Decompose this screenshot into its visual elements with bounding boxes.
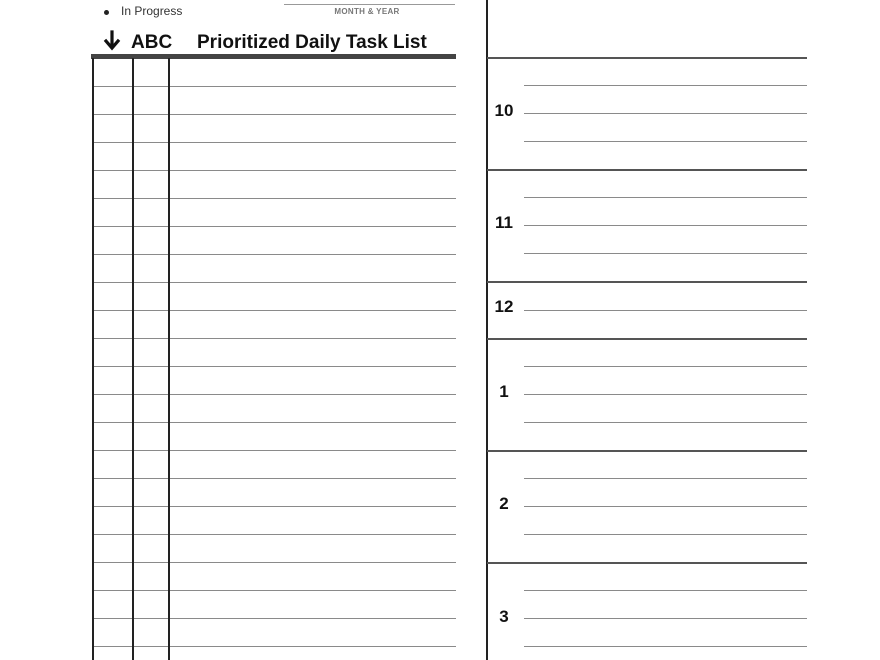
schedule-line[interactable]	[524, 422, 807, 423]
hour-separator	[487, 450, 807, 452]
task-row[interactable]	[93, 282, 456, 283]
task-row[interactable]	[93, 254, 456, 255]
task-row[interactable]	[93, 338, 456, 339]
hour-separator	[487, 562, 807, 564]
task-row[interactable]	[93, 646, 456, 647]
task-row[interactable]	[93, 618, 456, 619]
schedule-line[interactable]	[524, 590, 807, 591]
abc-column-border	[168, 58, 170, 660]
hour-separator	[487, 281, 807, 283]
hour-separator	[487, 169, 807, 171]
task-row[interactable]	[93, 478, 456, 479]
task-list-header-bar	[91, 54, 456, 59]
schedule-line[interactable]	[524, 225, 807, 226]
hour-label: 1	[499, 382, 509, 401]
task-row[interactable]	[93, 170, 456, 171]
month-year-label: MONTH & YEAR	[334, 7, 400, 16]
hour-separator	[487, 57, 807, 59]
schedule-line[interactable]	[524, 253, 807, 254]
schedule-line[interactable]	[524, 141, 807, 142]
schedule-line[interactable]	[524, 534, 807, 535]
schedule-line[interactable]	[524, 618, 807, 619]
status-column-border	[132, 58, 134, 660]
schedule-line[interactable]	[524, 394, 807, 395]
schedule-line[interactable]	[524, 646, 807, 647]
task-row[interactable]	[93, 394, 456, 395]
task-row[interactable]	[93, 114, 456, 115]
task-row[interactable]	[93, 310, 456, 311]
task-grid-left-border	[92, 58, 94, 660]
task-row[interactable]	[93, 534, 456, 535]
schedule-line[interactable]	[524, 506, 807, 507]
task-row[interactable]	[93, 198, 456, 199]
task-row[interactable]	[93, 86, 456, 87]
schedule-line[interactable]	[524, 113, 807, 114]
task-row[interactable]	[93, 366, 456, 367]
hour-separator	[487, 338, 807, 340]
task-row[interactable]	[93, 562, 456, 563]
task-row[interactable]	[93, 226, 456, 227]
month-year-field[interactable]	[284, 4, 455, 5]
hour-label: 12	[494, 297, 514, 316]
schedule-line[interactable]	[524, 197, 807, 198]
hour-label: 3	[499, 607, 509, 626]
task-row[interactable]	[93, 590, 456, 591]
abc-priority-header: ABC	[131, 32, 173, 53]
down-arrow-icon	[103, 30, 121, 52]
schedule-divider	[486, 0, 488, 660]
task-list-title: Prioritized Daily Task List	[197, 32, 427, 53]
task-row[interactable]	[93, 506, 456, 507]
hour-label: 11	[495, 213, 513, 232]
hour-label: 2	[499, 494, 509, 513]
task-row[interactable]	[93, 422, 456, 423]
schedule-line[interactable]	[524, 478, 807, 479]
task-row[interactable]	[93, 142, 456, 143]
legend-bullet	[104, 10, 109, 15]
schedule-line[interactable]	[524, 310, 807, 311]
schedule-line[interactable]	[524, 85, 807, 86]
schedule-line[interactable]	[524, 366, 807, 367]
legend-item-in-progress: In Progress	[121, 4, 183, 18]
hour-label: 10	[494, 101, 514, 120]
task-row[interactable]	[93, 450, 456, 451]
